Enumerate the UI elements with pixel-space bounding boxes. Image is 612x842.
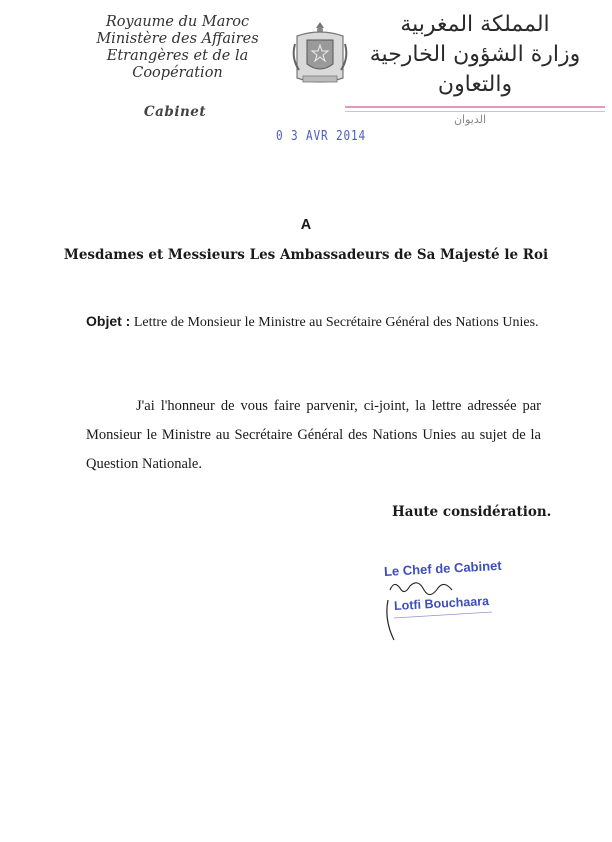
letterhead-fr-line: Coopération [132, 65, 223, 81]
header-rule-thin [345, 111, 605, 112]
signatory-name: Lotfi Bouchaara [393, 594, 490, 613]
letterhead-fr-line: Ministère des Affaires [96, 31, 259, 47]
royal-coat-of-arms-icon [289, 18, 351, 88]
letterhead-ar-line: المملكة المغربية [400, 12, 550, 37]
department-fr: Cabinet [143, 104, 207, 120]
signatory-title: Le Chef de Cabinet [383, 557, 502, 579]
department-ar: الديوان [453, 113, 487, 126]
body-paragraph: J'ai l'honneur de vous faire parvenir, ci-joint, la lettre adressée par Monsieur le Ministre au Secrétaire Général des Nations Unies au sujet de la Question Nationale. [86, 398, 541, 472]
subject-label: Objet : [86, 313, 131, 329]
recipient-line: Mesdames et Messieurs Les Ambassadeurs de Sa Majesté le Roi [63, 247, 549, 263]
letterhead-fr-line: Etrangères et de la [106, 48, 249, 64]
closing-formula: Haute considération. [392, 504, 552, 520]
letterhead-ar-line: وزارة الشؤون الخارجية [369, 42, 581, 67]
header-rule [345, 106, 605, 108]
letterhead-fr-line: Royaume du Maroc [105, 14, 250, 30]
letterhead-arabic [355, 10, 595, 100]
letterhead-french [70, 14, 285, 82]
letterhead-ar-line: والتعاون [437, 72, 513, 97]
subject-text: Lettre de Monsieur le Ministre au Secrétaire Général des Nations Unies. [133, 315, 539, 330]
recipient-prefix: A [300, 217, 312, 233]
date-stamp: 0 3 AVR 2014 [276, 129, 367, 144]
subject [86, 308, 556, 336]
